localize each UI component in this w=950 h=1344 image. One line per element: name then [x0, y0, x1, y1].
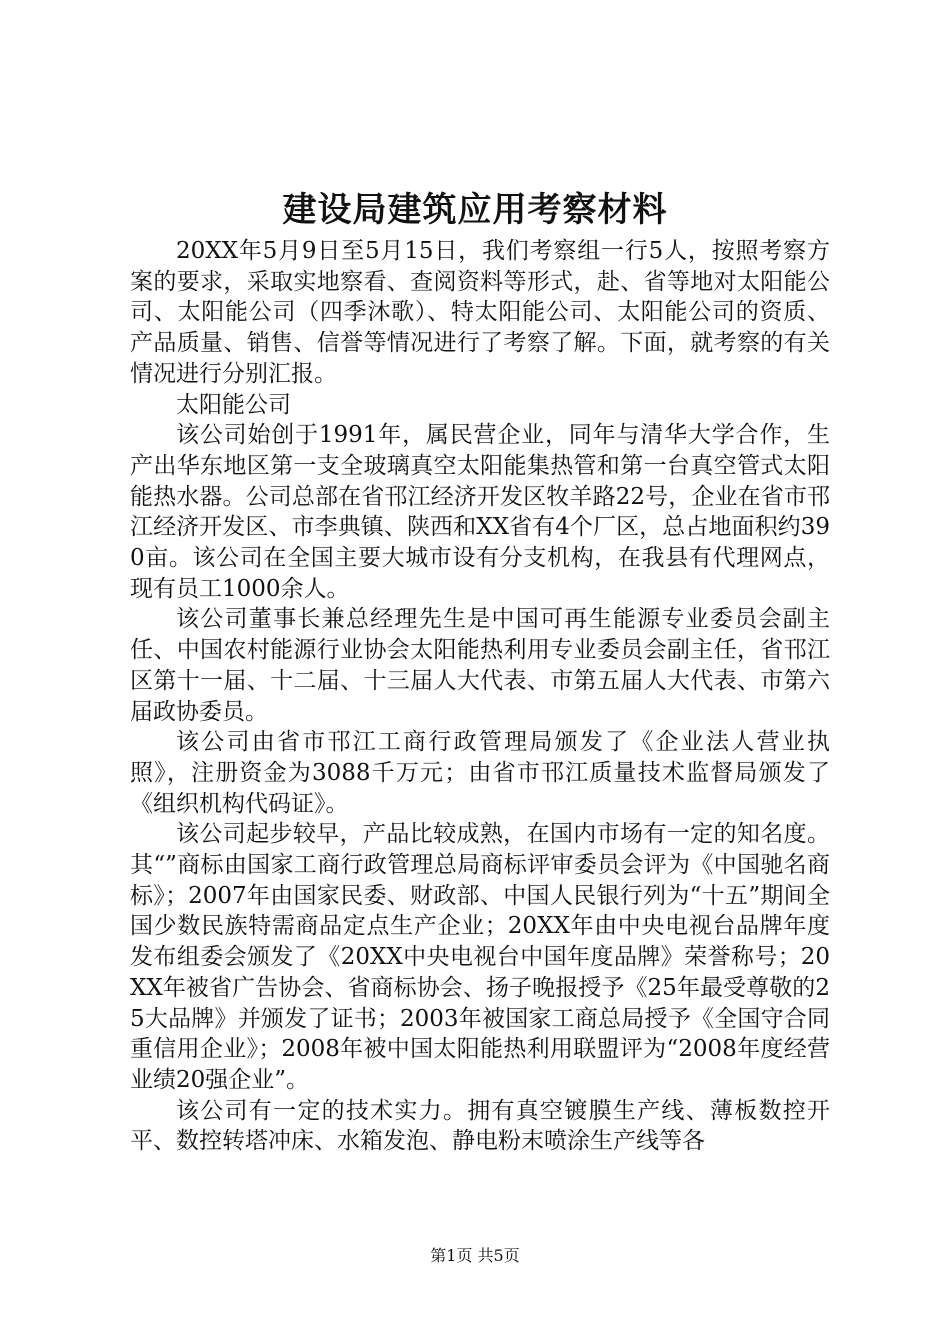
paragraph-technology: 该公司有一定的技术实力。拥有真空镀膜生产线、薄板数控开平、数控转塔冲床、水箱发泡、静电粉末喷涂生产线等各 [130, 1097, 830, 1155]
paragraph-intro: 20XX年5月9日至5月15日，我们考察组一行5人，按照考察方案的要求，采取实地察看、查阅资料等形式，赴、省等地对太阳能公司、太阳能公司（四季沐歌）、特太阳能公司、太阳能公司的资质、产品质量、销售、信誉等情况进行了考察了解。下面，就考察的有关情况进行分别汇报。 [130, 238, 830, 387]
paragraph-chairman: 该公司董事长兼总经理先生是中国可再生能源专业委员会副主任、中国农村能源行业协会太阳能热利用专业委员会副主任，省邗江区第十一届、十二届、十三届人大代表、市第五届人大代表、市第六届政协委员。 [130, 606, 830, 725]
paragraph-honors: 该公司起步较早，产品比较成熟，在国内市场有一定的知名度。其“”商标由国家工商行政管理总局商标评审委员会评为《中国驰名商标》；2007年由国家民委、财政部、中国人民银行列为“十五”期间全国少数民族特需商品定点生产企业；20XX年由中央电视台品牌年度发布组委会颁发了《20XX中央电视台中国年度品牌》荣誉称号；20XX年被省广告协会、省商标协会、扬子晚报授予《25年最受尊敬的25大品牌》并颁发了证书；2003年被国家工商总局授予《全国守合同重信用企业》；2008年被中国太阳能热利用联盟评为“2008年度经营业绩20强企业”。 [130, 821, 830, 1093]
document-body [130, 236, 830, 1157]
paragraph-licenses: 该公司由省市邗江工商行政管理局颁发了《企业法人营业执照》，注册资金为3088千万元；由省市邗江质量技术监督局颁发了《组织机构代码证》。 [130, 729, 830, 817]
document-title: 建设局建筑应用考察材料 [282, 190, 668, 230]
paragraph-company-history: 该公司始创于1991年，属民营企业，同年与清华大学合作，生产出华东地区第一支全玻璃真空太阳能集热管和第一台真空管式太阳能热水器。公司总部在省邗江经济开发区牧羊路22号，企业在省市邗江经济开发区、市李典镇、陕西和XX省有4个厂区，总占地面积约390亩。该公司在全国主要大城市设有分支机构，在我县有代理网点，现有员工1000余人。 [130, 422, 830, 602]
section-heading: 太阳能公司 [176, 391, 291, 418]
page-footer: 第1页 共5页 [430, 1246, 520, 1265]
